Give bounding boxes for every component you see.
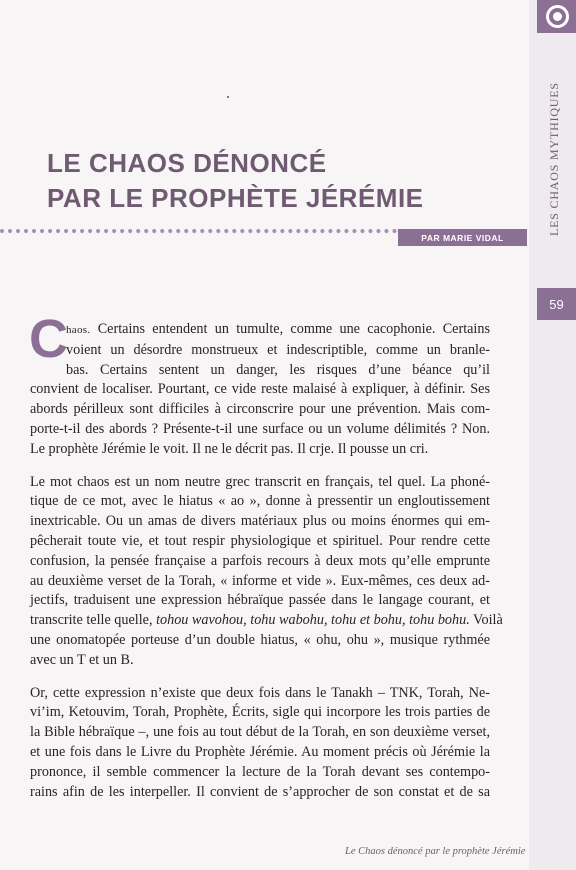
article-body <box>29 309 503 802</box>
text-line: haos. Certains entendent un tumulte, comme une cacophonie. Certains <box>66 321 490 337</box>
text-line: au deuxième verset de la Torah, « informe et vide ». Eux-mêmes, ces deux ad- <box>30 572 490 589</box>
text-line: porte-t-il des abords ? Présente-t-il une surface ou un volume délimités ? Non. <box>30 420 490 437</box>
text-line: avec un T et un B. <box>30 651 134 668</box>
text-line: prononce, il semble commencer la lecture de la Torah devant ses contempo- <box>30 763 490 780</box>
section-badge <box>537 0 576 33</box>
paragraph-2 <box>30 473 503 671</box>
drop-cap: C <box>29 309 68 369</box>
dotted-rule <box>0 229 397 233</box>
text-line: transcrite telle quelle, tohou wavohou, tohu wabohu, tohu et bohu, tohu bohu. Voilà <box>30 612 503 629</box>
author-byline: PAR MARIE VIDAL <box>398 229 527 246</box>
text-line: rains afin de les interpeller. Il convient de s’approcher de son constat et de sa <box>30 783 490 800</box>
text-line: vi’im, Ketouvim, Torah, Prophète, Écrits, sigle qui incorpore les trois parties de <box>30 704 490 721</box>
text-line: et une fois dans le Livre du Prophète Jérémie. Au moment précis où Jérémie la <box>30 743 490 760</box>
text-line: Le mot chaos est un nom neutre grec transcrit en français, tel quel. La phoné- <box>30 473 490 490</box>
text-line: tique de ce mot, avec le hiatus « ao », donne à pressentir un engloutissement <box>30 493 490 510</box>
text-line: bas. Certains sentent un danger, les risques d’une béance qu’il <box>66 361 490 378</box>
text-line: inextricable. Ou un amas de divers matériaux plus ou moins énormes qui em- <box>30 513 490 530</box>
text-line: Le prophète Jérémie le voit. Il ne le décrit pas. Il crje. Il pousse un cri. <box>30 440 429 457</box>
running-footer: Le Chaos dénoncé par le prophète Jérémie <box>345 846 526 857</box>
text-line: convient de localiser. Pourtant, ce vide reste malaisé à expliquer, à définir. Ses <box>30 381 490 398</box>
title-line-2: PAR LE PROPHÈTE JÉRÉMIE <box>47 183 424 213</box>
hebrew-transliteration: tohou wavohou, tohu wabohu, tohu et bohu, tohu bohu. <box>156 612 470 629</box>
text-line: Or, cette expression n’existe que deux fois dans le Tanakh – TNK, Torah, Ne- <box>30 684 490 701</box>
text-line: abords périlleux sont difficiles à circonscrire pour une prévention. Mais com- <box>30 401 490 418</box>
paragraph-3 <box>30 684 490 803</box>
text-line: jectifs, traduisent une expression hébraïque passée dans le langage courant, et <box>30 592 490 609</box>
page-number: 59 <box>537 288 576 320</box>
circle-logo-icon <box>546 5 569 28</box>
smallcaps-lead: haos. <box>66 324 91 336</box>
text-line: la Bible hébraïque –, une fois au tout début de la Torah, en son deuxième verset, <box>30 724 490 741</box>
text-line: voient un désordre monstrueux et indescriptible, comme un branle- <box>66 341 490 358</box>
text-line: pêcherait toute vie, et tout respir physiologique et spirituel. Pour rendre cette <box>30 532 490 549</box>
article-title <box>47 146 467 216</box>
paragraph-1 <box>29 309 490 460</box>
text-line: une onomatopée porteuse d’un double hiatus, « ohu, ohu », musique rythmée <box>30 631 490 648</box>
section-label: LES CHAOS MYTHIQUES <box>547 82 561 236</box>
text-line: confusion, la pensée française a parfois recours à deux mots qu’elle emprunte <box>30 552 490 569</box>
print-speck <box>227 96 229 98</box>
title-line-1: LE CHAOS DÉNONCÉ <box>47 148 327 178</box>
